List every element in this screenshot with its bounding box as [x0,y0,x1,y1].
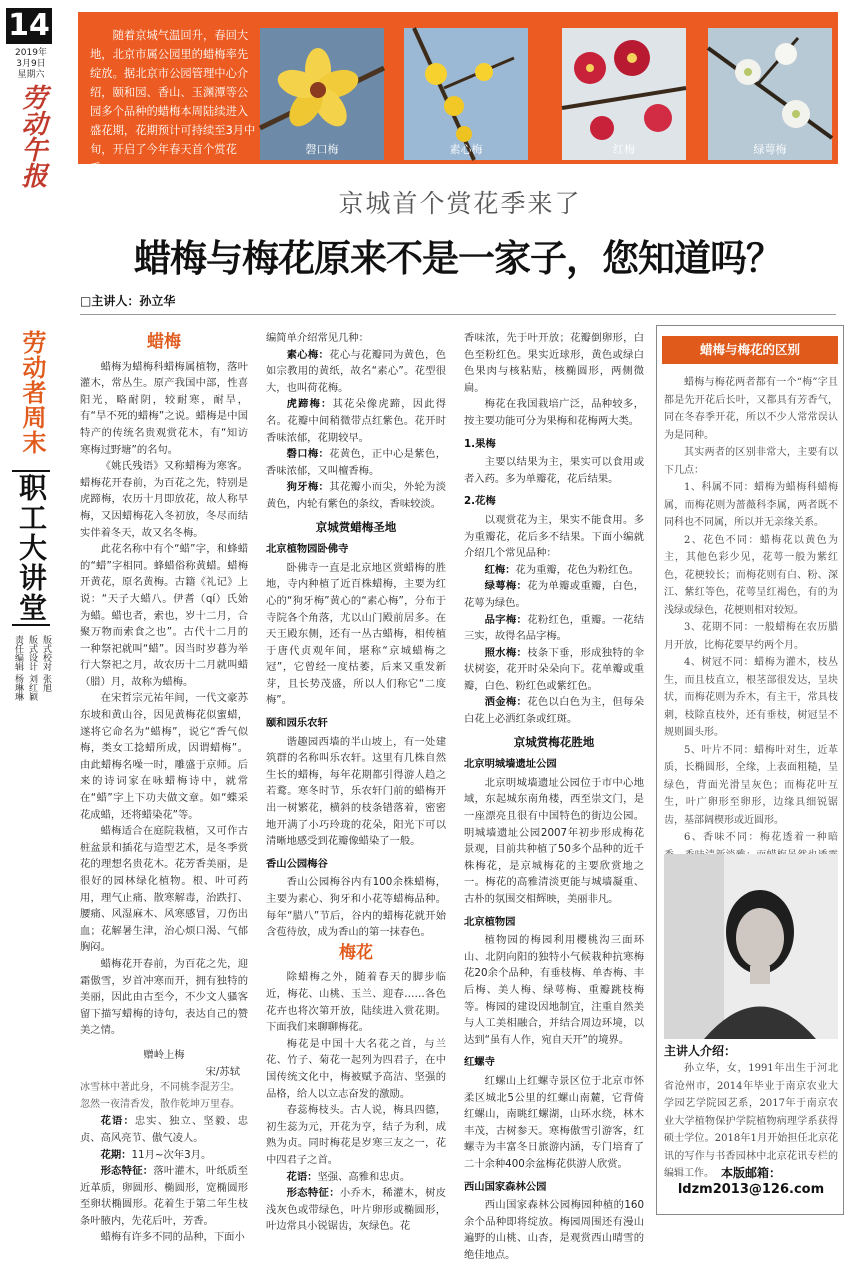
site-name: 颐和园乐农轩 [266,717,328,730]
photo-caption: 素心梅 [449,143,483,156]
paragraph: 6、香味不同：梅花透着一种暗 [684,832,838,843]
paragraph: 在宋哲宗元祐年间，一代文豪苏东坡和黄山谷，因见黄梅花似蜜蜡，遂将它命名为“蜡梅”，说它“香气似梅，类女工捻蜡所成，因谓蜡梅”。由此蜡梅名噪一时，雕盛于京师。后来的诗词家在咏蜡梅诗中，就常在“蜡”字上下功夫做文章。如“蝶采花成蜡，还将蜡染花”等。 [80,692,248,821]
variety-item [464,578,644,611]
poem-line: 忽然一夜清香发，散作乾坤万里春。 [80,1098,240,1110]
paragraph: 梅花是中国十大名花之首，与兰花、竹子、菊花一起列为四君子，在中国传统文化中，梅被赋予高洁、坚强的品格，给人以立志奋发的激励。 [266,1037,446,1100]
paragraph: 梅花在我国栽培广泛，品种较多，按主要功能可分为果梅和花梅两大类。 [464,398,644,427]
variety-item [266,396,446,446]
newspaper-logo: 劳动午报 [17,84,47,188]
variety-label: 绿萼梅： [484,580,528,593]
section-title-wintersweet: 蜡梅 [147,332,181,352]
photo-hong-mei [562,28,686,160]
fact-item [80,1163,248,1229]
variety-text: 花粉红色，重瓣。一花结三实，故得名品字梅。 [464,613,645,643]
left-strip [0,0,62,1218]
designer-credit: 版式设计 刘红颖 [27,635,37,701]
variety-item [464,645,644,695]
mailbox-address: ldzm2013@126.com [677,1182,825,1197]
variety-label: 品字梅： [484,613,528,626]
paragraph: 3、花期不同：一般蜡梅在农历腊月开放，比梅花要早约两个月。 [664,622,838,651]
paragraph: 以观赏花为主，果实不能食用。多为重瓣花，花后多不结果。下面小编就介绍几个常见品种： [464,513,644,560]
paragraph: 香味浓，先于叶开放；花瓣倒卵形，白色至粉红色。果实近球形，黄色或绿白色果肉与核粘贴，核椭圆形，两侧微扁。 [464,332,644,394]
fact-item [80,1147,248,1164]
section-name: 职工大讲堂 [12,470,50,626]
variety-item [266,479,446,512]
banner-text: 随着京城气温回升，春回大地，北京市属公园里的蜡梅率先绽放。据北京市公园管理中心介绍，颐和园、香山、玉渊潭等公园多个品种的蜡梅本周陆续进入盛花期，花期预计可持续至3月中旬，开启了今年春天首个赏花季。 [90,29,256,175]
fact-label: 形态特征： [100,1165,154,1178]
fact-text: 忠实、独立、坚毅、忠贞、高风亮节、傲气凌人。 [80,1115,249,1144]
paragraph: 除蜡梅之外，随着春天的脚步临近，梅花、山桃、玉兰、迎春……各色花卉也将次第开放，陆续进入赏花期。下面我们来聊聊梅花。 [266,971,446,1034]
fact-label: 花语： [100,1115,135,1128]
poem-author: 宋/苏轼 [205,1065,240,1078]
variety-item [464,694,644,727]
paragraph: 2、花色不同：蜡梅花以黄色为主，其他色彩少见，花萼一般为紫红色，花梗较长；而梅花则有白、粉、深江、紫红等色，花萼呈红褐色，有的为浅绿或绿色，花梗则相对较短。 [664,534,838,616]
paragraph: 蜡梅花开春前，为百花之先，迎霜傲雪，岁首冲寒而开，拥有独特的美丽，因此由古至今，不少文人骚客留下描写蜡梅的诗句，表达自己的赞美之情。 [80,957,248,1037]
paragraph: 主要以结果为主，果实可以食用或者入药。多为单瓣花，花后结果。 [464,456,644,485]
poem-line: 冰雪林中著此身，不同桃李混芳尘。 [80,1082,240,1094]
variety-text: 其花瓣小而尖，外轮为淡黄色，内轮有紫色的条纹，香味较淡。 [266,481,447,510]
fact-label: 花期： [100,1148,132,1161]
site-name: 香山公园梅谷 [266,857,328,870]
category-title: 2.花梅 [464,495,496,508]
site-name: 红螺寺 [464,1056,495,1069]
variety-text: 花为重瓣，花色为粉红色。 [515,563,640,576]
date-weekday: 星期六 [17,70,45,80]
fact-text: 坚强、高雅和忠贞。 [317,1170,411,1183]
fact-text: 落叶灌木，叶纸质至近革质，卵圆形、椭圆形，宽椭圆形至卵状椭圆形。花着生于第二年生枝条叶腋内，先花后叶，芳香。 [80,1165,248,1227]
poem-title: 赠岭上梅 [143,1048,185,1061]
paragraph: 蜡梅与梅花两者都有一个“梅”字且都是先开花后长叶，又都具有芳香气，同在冬春季开花，所以不少人常常误认为是同种。 [664,377,838,441]
site-name: 西山国家森林公园 [464,1180,547,1193]
variety-label: 磬口梅： [286,448,330,461]
variety-text: 花黄色，正中心是紫色，香味浓郁，又叫檀香梅。 [266,448,447,477]
paragraph: 其实两者的区别非常大，主要有以下几点： [664,447,838,476]
paragraph: 《姚氏残语》又称蜡梅为寒客。蜡梅花开春前，为百花之先，特别是虎蹄梅，农历十月即放花，故人称早梅，又因蜡梅花入冬初放，冬尽而结实伴着冬天，故又名冬梅。 [80,460,248,539]
paragraph: 1、科属不同：蜡梅为蜡梅科蜡梅属，而梅花则为蔷薇科李属，两者既不同科也不同属，所以并无亲缘关系。 [664,482,838,528]
fact-item [266,1169,446,1186]
sidebar-differences [664,374,838,844]
paragraph: 蜡梅有许多不同的品种，下面小 [100,1231,245,1244]
fact-text: 小乔木，稀灌木，树皮浅灰色或带绿色，叶片卵形或椭圆形，叶边常具小锐锯齿，灰绿色。花 [266,1187,447,1233]
page-number: 14 [6,8,52,44]
site-text: 卧佛寺一直是北京地区赏蜡梅的胜地，寺内种植了近百株蜡梅，主要为红心的“狗牙梅”黄心的“素心梅”，分布于寺院各个角落，尤以山门殿前居多。在天王殿东侧，还有一丛古蜡梅，相传植于唐代贞观年间，堪称“京城蜡梅之冠”，它曾经一度枯萎，后来又重发新芽，且长势茂盛，所以人们称它“二度梅”。 [266,561,446,707]
top-banner [78,12,838,175]
photo-caption: 红梅 [613,143,635,156]
speaker-portrait [664,854,838,1039]
site-text: 北京明城墙遗址公园位于市中心地域，东起城东南角楼，西至崇文门，是一座漂亮且很有中国特色的街边公园。明城墙遗址公园2007年初步形成梅花景观，目前共种植了50多个品种的近千株梅花，是京城梅花的主要欣赏地之一。梅花的高雅清淡更能与城墙凝重、古朴的氛围交相辉映，美丽非凡。 [464,776,644,905]
divider [80,314,836,315]
variety-item [266,446,446,479]
section-title-plum-sites: 京城赏梅花胜地 [513,734,595,749]
variety-label: 照水梅： [484,646,528,659]
fact-text: 11月~次年3月。 [131,1148,212,1161]
paragraph: 春蕊梅枝头。古人说，梅具四德，初生蕊为元，开花为亨，结子为利，成熟为贞。同时梅花是岁寒三友之一，花中四君子之首。 [266,1104,446,1166]
site-name: 北京植物园 [464,915,516,928]
photo-caption: 磬口梅 [305,143,339,156]
category-title: 1.果梅 [464,437,496,450]
paragraph: 4、树冠不同：蜡梅为灌木，枝丛生，而且枝直立，根茎部很发达，呈块状，而梅花则为乔木，有主干，常具枝刺，枝除直枝外，还有垂枝，树冠呈不规则圆头形。 [664,657,838,738]
variety-label: 虎蹄梅： [286,398,333,411]
variety-label: 狗牙梅： [286,481,330,494]
column-wintersweet [80,330,249,1244]
site-name: 北京植物园卧佛寺 [266,543,349,556]
photo-qingkou-mei [260,28,384,160]
paragraph: 5、叶片不同：蜡梅叶对生，近革质，长椭圆形，全缘，上表面粗糙，呈绿色，背面光滑呈灰色；而梅花叶互生，叶广卵形至卵形，边缘具细锐锯齿，基部阔楔形或近圆形。 [664,744,838,826]
portrait-image [664,854,838,1039]
variety-item [464,612,644,645]
site-text: 香山公园梅谷内有100余株蜡梅，主要为素心、狗牙和小花等蜡梅品种。每年“腊八”节后，谷内的蜡梅花就开始含苞待放，成为香山的第一抹春色。 [266,876,446,939]
variety-text: 花为单瓣或重瓣，白色，花萼为绿色。 [464,580,645,609]
fact-item [80,1113,248,1146]
paragraph: 编简单介绍常见几种： [266,332,369,344]
speaker-credit: □主讲人：孙立华 [80,294,176,308]
date-day: 3月9日 [16,59,46,69]
paragraph: 蜡梅适合在庭院栽植，又可作古桩盆景和插花与造型艺术，是冬季赏花的理想名贵花木。花芳香美丽，是很好的园林绿化植物。根、叶可药用，理气止痛、散寒解毒，治跌打、腰痛、风湿麻木、风寒感冒，刀伤出血；花解暑生津，治心烦口渴、气郁胸闷。 [80,825,248,954]
bio-text: 孙立华，女，1991年出生于河北省沧州市，2014年毕业于南京农业大学园艺学院园艺系，2017年于南京农业大学植物保护学院植物病理学系获得硕士学位。2018年1月开始担任北京花讯的写作与书香园林中北京花讯专栏的编辑工作。 [664,1063,838,1179]
variety-text: 花色以白色为主，但每朵白花上必洒红条或红斑。 [464,696,645,726]
site-name: 北京明城墙遗址公园 [464,758,557,771]
paragraph: 此花名称中有个“蜡”字，和蜂蜡的“蜡”字相同。蜂蜡俗称黄蜡。蜡梅开黄花，原名黄梅。古籍《礼记》上说：“天子大蜡八。伊耆（qí）氏始为蜡。蜡也者，索也，岁十二月，合聚万物而索食之也”。古代十二月的一种祭祀就叫“蜡”。因当时岁暮为举行大祭祀之月，故农历十二月就叫蜡（腊）月，故称为蜡梅。 [80,543,248,688]
column-plum-sites [464,330,645,1261]
site-text: 谐趣园西墙的半山坡上，有一处建筑群的名称叫乐农轩。这里有几株自然生长的蜡梅，每年花期都引得游人趋之若鹜。寒冬时节，乐农轩门前的蜡梅开出一树繁花，横斜的枝条错落着，密密地开满了小巧玲珑的花朵，阳光下可以清晰地感受到花瓣像蜡染了一般。 [266,735,446,848]
variety-item [464,562,644,579]
photo-lve-mei [708,28,832,160]
site-text: 红螺山上红螺寺景区位于北京市怀柔区城北5公里的红螺山南麓，它背倚红螺山，南眺红螺湖，山环水绕，林木丰茂，古树参天。寒梅傲雪引游客，红螺寺为丰富冬日旅游内涵，专门培育了二十余种400余盆梅花供游人欣赏。 [464,1074,644,1170]
photo-caption: 绿萼梅 [753,143,787,156]
section-title-wintersweet-sites: 京城赏蜡梅圣地 [315,519,397,534]
proofreader-credit: 版式校对 张旭 [41,635,51,692]
site-text: 植物园的梅园利用樱桃沟三面环山、北阴向阳的独特小气候栽种抗寒梅花20余个品种，有垂枝梅、单杏梅、丰后梅、美人梅、绿萼梅、重瓣跳枝梅等。梅园的建设因地制宜，注重自然美与人工美相融合，并结合周边环境，以达到“虽有人作，宛自天开”的境界。 [464,934,644,1046]
photo-suxin-mei [404,28,528,160]
variety-label: 洒金梅： [484,696,528,709]
headline: 蜡梅与梅花原来不是一家子，您知道吗？ [134,236,782,280]
variety-label: 红梅： [484,563,516,576]
variety-item [266,347,446,397]
subtitle: 京城首个赏花季来了 [338,189,582,218]
sidebar-title: 蜡梅与梅花的区别 [662,336,838,364]
variety-text: 花心与花瓣同为黄色，色如宗教用的黄纸，故名“素心”。花型很大，也叫荷花梅。 [266,348,447,394]
bio-heading: 主讲人介绍： [664,1044,737,1058]
site-text: 西山国家森林公园梅园种植的160余个品种即将绽放。梅园周围还有漫山遍野的山桃、山杏，是观赏西山晴雪的绝佳地点。 [464,1199,644,1261]
section-title-plum: 梅花 [339,942,373,963]
variety-text: 枝条下垂，形成独特的伞状树姿，花开时朵朵向下。花单瓣或重瓣，白色、粉红色或紫红色。 [464,646,645,692]
variety-text: 其花朵像虎蹄，因此得名。花瓣中间稍微带点红紫色。花开时香味浓郁，花期较早。 [266,398,447,444]
paragraph: 蜡梅为蜡梅科蜡梅属植物，落叶灌木，常丛生。原产我国中部，性喜阳光，略耐阴，较耐寒，耐旱，有“旱不死的蜡梅”之说。蜡梅是中国特产的传统名贵观赏花木，有“知访寒梅过野塘”的名句。 [80,360,248,456]
date-year: 2019年 [15,48,47,58]
mailbox-label: 本版邮箱： [720,1166,781,1180]
fact-label: 花语： [286,1170,318,1183]
fact-item [266,1185,446,1235]
fact-label: 形态特征： [286,1187,340,1200]
variety-label: 素心梅： [286,348,330,361]
section-weekly: 劳动者周末 [18,330,46,455]
editor-credit: 责任编辑 杨琳琳 [13,635,23,701]
column-varieties [266,330,447,1233]
